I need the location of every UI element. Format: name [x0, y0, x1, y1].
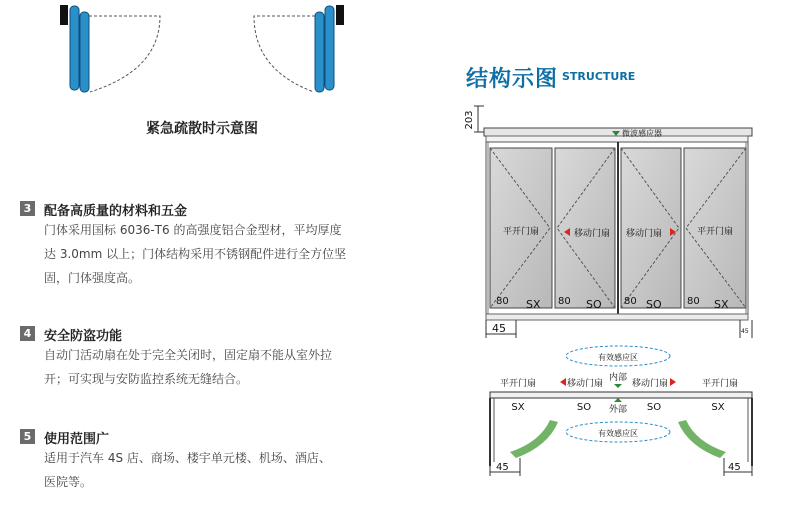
- panel-label: 移动门扇: [573, 229, 611, 239]
- front-elevation: [460, 98, 760, 348]
- dim-80: 80: [558, 296, 571, 307]
- plan-code: SO: [576, 402, 592, 413]
- sensor-icon: [614, 384, 622, 388]
- zone-label: 有效感应区: [598, 353, 638, 362]
- swing-arrow-left-icon: [510, 420, 558, 458]
- section-number: 3: [20, 201, 35, 216]
- dim-45-left: 45: [492, 322, 506, 335]
- panel-label: 平开门扇: [502, 227, 540, 237]
- section-body: [44, 343, 332, 391]
- dim-80: 80: [624, 296, 637, 307]
- right-swing-door: [254, 5, 344, 92]
- plan-label: 平开门扇: [701, 379, 739, 389]
- plan-code: SO: [646, 402, 662, 413]
- body-line: 开；可实现与安防监控系统无缝结合。: [44, 372, 249, 386]
- section-number: 5: [20, 429, 35, 444]
- panel-label: 平开门扇: [696, 227, 734, 237]
- swing-arrow-right-icon: [678, 420, 726, 458]
- plan-view: [480, 340, 770, 520]
- section-title: 配备高质量的材料和五金: [44, 204, 188, 219]
- emergency-caption: 紧急疏散时示意图: [146, 121, 258, 137]
- code-label: SO: [646, 298, 662, 311]
- code-label: SX: [526, 298, 541, 311]
- section-number: 4: [20, 326, 35, 341]
- plan-code: SX: [511, 402, 525, 413]
- dim-80: 80: [496, 296, 509, 307]
- outside-label: 外部: [608, 405, 628, 415]
- section-body: [44, 218, 346, 290]
- height-dim: 203: [464, 110, 475, 130]
- section-body: [44, 446, 331, 494]
- arrow-right-icon: [670, 378, 676, 386]
- left-swing-door: [60, 5, 160, 92]
- door-panel: [621, 148, 681, 308]
- dim-45-right: 45: [741, 328, 749, 335]
- zone-label: 有效感应区: [598, 429, 638, 438]
- body-line: 适用于汽车 4S 店、商场、楼宇单元楼、机场、酒店、: [44, 451, 331, 465]
- inside-label: 内部: [608, 373, 628, 383]
- plan-label: 移动门扇: [631, 379, 669, 389]
- structure-title: 结构示图: [466, 67, 559, 92]
- plan-label: 移动门扇: [566, 379, 604, 389]
- body-line: 门体采用国标 6036-T6 的高强度铝合金型材，平均厚度: [44, 223, 342, 237]
- body-line: 医院等。: [44, 475, 93, 489]
- plan-code: SX: [711, 402, 725, 413]
- body-line: 固，门体强度高。: [44, 271, 141, 285]
- door-panel: [555, 148, 615, 308]
- body-line: 达 3.0mm 以上；门体结构采用不锈钢配件进行全方位坚: [44, 247, 347, 261]
- dim-80: 80: [687, 296, 700, 307]
- body-line: 自动门活动扇在处于完全关闭时，固定扇不能从室外拉: [44, 348, 333, 362]
- arrow-left-icon: [560, 378, 566, 386]
- code-label: SX: [714, 298, 729, 311]
- plan-dim-45-right: 45: [728, 462, 741, 473]
- section-title: 安全防盗功能: [44, 329, 123, 344]
- structure-title-en: STRUCTURE: [562, 70, 636, 83]
- plan-label: 平开门扇: [499, 379, 537, 389]
- sensor-icon: [614, 398, 622, 402]
- panel-label: 移动门扇: [625, 229, 663, 239]
- code-label: SO: [586, 298, 602, 311]
- sensor-label: 微波感应器: [622, 129, 662, 138]
- emergency-diagram: [40, 0, 370, 100]
- section-title: 使用范围广: [44, 432, 110, 447]
- plan-dim-45-left: 45: [496, 462, 509, 473]
